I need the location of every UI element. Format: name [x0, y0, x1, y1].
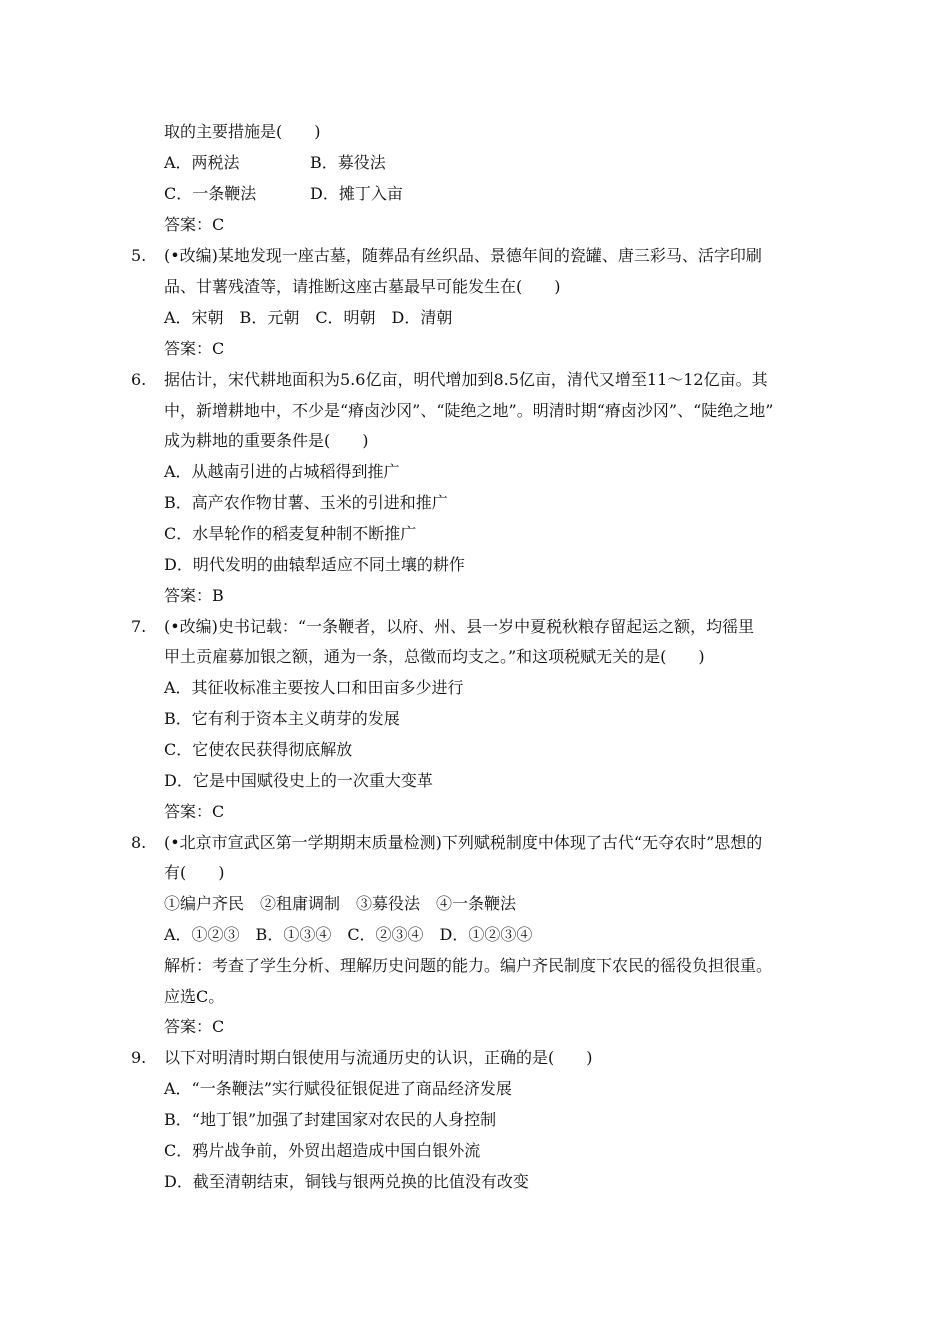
question-4-option-b: B．募役法 [310, 153, 386, 172]
question-7-option-c: C．它使农民获得彻底解放 [164, 740, 353, 759]
question-4-option-c: C．一条鞭法 [164, 184, 257, 203]
question-9-option-a: A．“一条鞭法”实行赋役征银促进了商品经济发展 [164, 1079, 512, 1098]
question-8-options: A．①②③ B．①③④ C．②③④ D．①②③④ [164, 925, 533, 944]
question-8-number: 8. [131, 833, 147, 852]
question-6-stem: 据估计，宋代耕地面积为5.6亿亩，明代增加到8.5亿亩，清代又增至11～12亿亩。其 [164, 370, 768, 389]
question-6-option-c: C．水旱轮作的稻麦复种制不断推广 [164, 524, 417, 543]
question-8-stem: (•北京市宣武区第一学期期末质量检测)下列赋税制度中体现了古代“无夺农时”思想的 [164, 833, 763, 852]
question-9-option-d: D．截至清朝结束，铜钱与银两兑换的比值没有改变 [164, 1172, 529, 1191]
question-9-number: 9. [131, 1048, 147, 1067]
question-6-option-d: D．明代发明的曲辕犁适应不同土壤的耕作 [164, 555, 465, 574]
question-4-answer: 答案：C [164, 215, 225, 234]
question-6-stem-cont: 中，新增耕地中，不少是“瘠卤沙冈”、“陡绝之地”。明清时期“瘠卤沙冈”、“陡绝之地” [164, 401, 774, 420]
question-8-stem-end: 有( ) [164, 863, 225, 882]
question-4-option-d: D．摊丁入亩 [310, 184, 403, 203]
question-9-stem: 以下对明清时期白银使用与流通历史的认识，正确的是( ) [164, 1048, 593, 1067]
question-6-answer: 答案：B [164, 586, 224, 605]
question-7-option-d: D．它是中国赋役史上的一次重大变革 [164, 771, 433, 790]
question-8-items: ①编户齐民 ②租庸调制 ③募役法 ④一条鞭法 [164, 894, 517, 913]
question-7-number: 7. [131, 617, 147, 636]
question-7-answer: 答案：C [164, 802, 225, 821]
question-9-option-b: B．“地丁银”加强了封建国家对农民的人身控制 [164, 1110, 497, 1129]
question-5-stem-cont: 品、甘薯残渣等，请推断这座古墓最早可能发生在( ) [164, 277, 561, 296]
question-8-analysis-cont: 应选C。 [164, 987, 225, 1006]
question-7-stem-cont: 甲土贡雇募加银之额，通为一条，总徵而均支之。”和这项税赋无关的是( ) [164, 647, 705, 666]
question-8-analysis: 解析：考查了学生分析、理解历史问题的能力。编户齐民制度下农民的徭役负担很重。 [164, 956, 773, 975]
question-4-stem-end: 取的主要措施是( ) [164, 122, 321, 141]
question-7-stem: (•改编)史书记载：“一条鞭者，以府、州、县一岁中夏税秋粮存留起运之额，均徭里 [164, 617, 755, 636]
question-6-stem-end: 成为耕地的重要条件是( ) [164, 431, 369, 450]
question-5-options: A．宋朝 B．元朝 C．明朝 D．清朝 [164, 308, 453, 327]
question-5-answer: 答案：C [164, 339, 225, 358]
question-6-number: 6. [131, 370, 147, 389]
question-5-stem: (•改编)某地发现一座古墓，随葬品有丝织品、景德年间的瓷罐、唐三彩马、活字印刷 [164, 246, 762, 265]
question-8-answer: 答案：C [164, 1017, 225, 1036]
question-6-option-b: B．高产农作物甘薯、玉米的引进和推广 [164, 493, 448, 512]
question-5-number: 5. [131, 246, 147, 265]
question-9-option-c: C．鸦片战争前，外贸出超造成中国白银外流 [164, 1141, 481, 1160]
question-4-option-a: A．两税法 [164, 153, 240, 172]
question-7-option-a: A．其征收标准主要按人口和田亩多少进行 [164, 678, 464, 697]
question-6-option-a: A．从越南引进的占城稻得到推广 [164, 462, 400, 481]
question-7-option-b: B．它有利于资本主义萌芽的发展 [164, 709, 400, 728]
